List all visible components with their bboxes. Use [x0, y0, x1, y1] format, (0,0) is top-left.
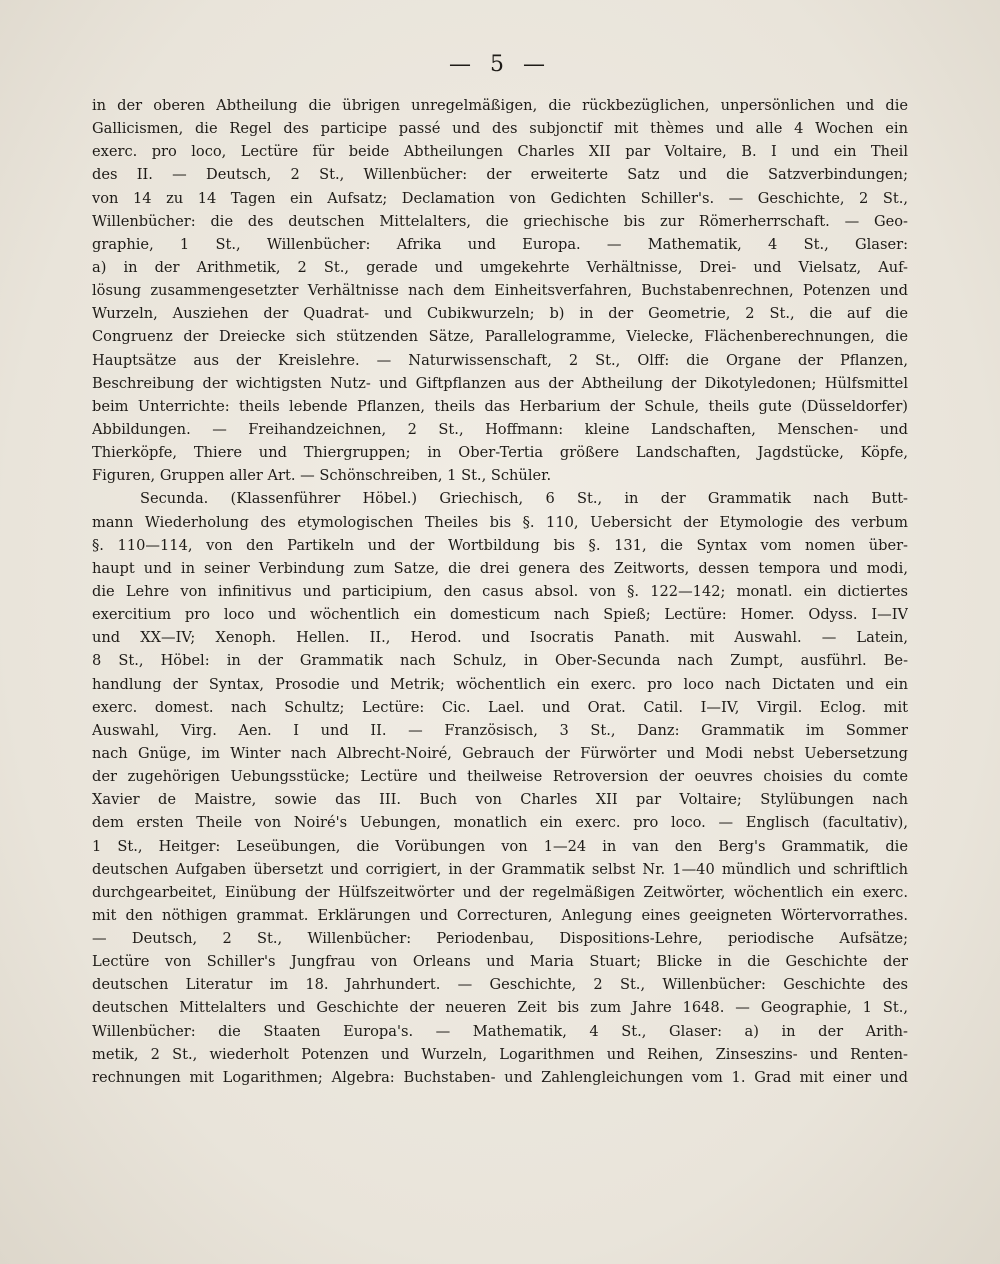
text-line	[92, 117, 908, 140]
body-text	[92, 94, 908, 1089]
text-line	[92, 649, 908, 672]
text-line	[92, 534, 908, 557]
text-line-content: des II. — Deutsch, 2 St., Willenbücher: der erweiterte Satz und die Satzverbindungen;	[92, 166, 908, 184]
text-line-content: Gallicismen, die Regel des participe passé und des subjonctif mit thèmes und alle 4 Wochen ein	[92, 120, 908, 138]
text-line-content: 8 St., Höbel: in der Grammatik nach Schulz, in Ober-Secunda nach Zumpt, ausführl. Be-	[92, 652, 908, 670]
text-line	[92, 372, 908, 395]
text-line-content: Congruenz der Dreiecke sich stützenden Sätze, Parallelogramme, Vielecke, Flächenberechnungen, die	[92, 328, 908, 346]
text-line	[92, 603, 908, 626]
text-line-content: haupt und in seiner Verbindung zum Satze, die drei genera des Zeitworts, dessen tempora und modi,	[92, 559, 908, 577]
text-line	[92, 557, 908, 580]
text-line-content: deutschen Aufgaben übersetzt und corrigiert, in der Grammatik selbst Nr. 1—40 mündlich und schriftlich	[92, 860, 908, 878]
text-line-content: exerc. domest. nach Schultz; Lectüre: Cic. Lael. und Orat. Catil. I—IV, Virgil. Eclog. mit	[92, 698, 908, 716]
text-line	[92, 1043, 908, 1066]
text-line-content: nach Gnüge, im Winter nach Albrecht-Noiré, Gebrauch der Fürwörter und Modi nebst Uebersetzung	[92, 744, 908, 762]
text-line	[92, 441, 908, 464]
page-number: — 5 —	[449, 52, 551, 77]
text-line-content: Figuren, Gruppen aller Art. — Schönschreiben, 1 St., Schüler.	[92, 467, 552, 485]
text-line-content: Willenbücher: die Staaten Europa's. — Mathematik, 4 St., Glaser: a) in der Arith-	[92, 1022, 908, 1040]
text-line	[92, 94, 908, 117]
text-line	[92, 580, 908, 603]
text-line	[92, 904, 908, 927]
text-line	[92, 927, 908, 950]
text-line	[92, 742, 908, 765]
text-line-content: handlung der Syntax, Prosodie und Metrik; wöchentlich ein exerc. pro loco nach Dictaten und ein	[92, 675, 908, 693]
text-line	[92, 302, 908, 325]
text-line-content: exercitium pro loco und wöchentlich ein domesticum nach Spieß; Lectüre: Homer. Odyss. I—IV	[92, 606, 908, 624]
text-line	[92, 950, 908, 973]
text-line	[92, 418, 908, 441]
text-line	[92, 788, 908, 811]
text-line-content: Auswahl, Virg. Aen. I und II. — Französisch, 3 St., Danz: Grammatik im Sommer	[92, 721, 908, 739]
text-line-content: die Lehre von infinitivus und participium, den casus absol. von §. 122—142; monatl. ein dictiertes	[92, 582, 908, 600]
text-line	[92, 395, 908, 418]
text-line-content: mann Wiederholung des etymologischen Theiles bis §. 110, Uebersicht der Etymologie des verbum	[92, 513, 908, 531]
text-line-content: metik, 2 St., wiederholt Potenzen und Wurzeln, Logarithmen und Reihen, Zinseszins- und Renten-	[92, 1045, 908, 1063]
text-line	[92, 1020, 908, 1043]
text-line	[92, 140, 908, 163]
text-line-content: von 14 zu 14 Tagen ein Aufsatz; Declamation von Gedichten Schiller's. — Geschichte, 2 St.,	[92, 189, 908, 207]
text-line	[92, 765, 908, 788]
text-line-content: graphie, 1 St., Willenbücher: Afrika und Europa. — Mathematik, 4 St., Glaser:	[92, 235, 908, 253]
text-line-content: — Deutsch, 2 St., Willenbücher: Periodenbau, Dispositions-Lehre, periodische Aufsätze;	[92, 930, 908, 948]
text-line	[92, 673, 908, 696]
text-line-content: dem ersten Theile von Noiré's Uebungen, monatlich ein exerc. pro loco. — Englisch (facultativ),	[92, 814, 908, 832]
text-line-content: rechnungen mit Logarithmen; Algebra: Buchstaben- und Zahlengleichungen vom 1. Grad mit einer und	[92, 1068, 908, 1086]
text-line-content: Willenbücher: die des deutschen Mittelalters, die griechische bis zur Römerherrschaft. — Geo-	[92, 212, 908, 230]
text-line	[92, 881, 908, 904]
text-line-content: Wurzeln, Ausziehen der Quadrat- und Cubikwurzeln; b) in der Geometrie, 2 St., die auf die	[92, 305, 908, 323]
text-line-content: a) in der Arithmetik, 2 St., gerade und umgekehrte Verhältnisse, Drei- und Vielsatz, Auf-	[92, 258, 908, 276]
text-line-content: Secunda. (Klassenführer Höbel.) Griechisch, 6 St., in der Grammatik nach Butt-	[140, 490, 908, 508]
text-line	[92, 487, 908, 510]
text-line	[92, 696, 908, 719]
text-line	[92, 719, 908, 742]
text-line	[92, 233, 908, 256]
text-line-content: in der oberen Abtheilung die übrigen unregelmäßigen, die rückbezüglichen, unpersönlichen und die	[92, 97, 908, 114]
text-line	[92, 163, 908, 186]
text-line-content: Lectüre von Schiller's Jungfrau von Orleans und Maria Stuart; Blicke in die Geschichte der	[92, 953, 908, 971]
text-line-content: 1 St., Heitger: Leseübungen, die Vorübungen von 1—24 in van den Berg's Grammatik, die	[92, 837, 908, 855]
text-line	[92, 973, 908, 996]
text-line	[92, 325, 908, 348]
text-line	[92, 464, 908, 487]
text-line-content: Hauptsätze aus der Kreislehre. — Naturwissenschaft, 2 St., Olff: die Organe der Pflanzen,	[92, 351, 908, 369]
text-line-content: der zugehörigen Uebungsstücke; Lectüre und theilweise Retroversion der oeuvres choisies du comte	[92, 768, 908, 786]
text-line-content: durchgearbeitet, Einübung der Hülfszeitwörter und der regelmäßigen Zeitwörter, wöchentlich ein exerc.	[92, 883, 908, 901]
text-line	[92, 511, 908, 534]
text-line	[92, 811, 908, 834]
text-line	[92, 187, 908, 210]
text-line	[92, 1066, 908, 1089]
text-line-content: mit den nöthigen grammat. Erklärungen und Correcturen, Anlegung eines geeigneten Wörtervorrathes.	[92, 906, 908, 924]
text-line	[92, 279, 908, 302]
text-line	[92, 996, 908, 1019]
text-line-content: Xavier de Maistre, sowie das III. Buch von Charles XII par Voltaire; Stylübungen nach	[92, 791, 908, 809]
text-line	[92, 858, 908, 881]
text-line-content: und XX—IV; Xenoph. Hellen. II., Herod. und Isocratis Panath. mit Auswahl. — Latein,	[92, 629, 908, 647]
text-line-content: exerc. pro loco, Lectüre für beide Abtheilungen Charles XII par Voltaire, B. I und ein Theil	[92, 143, 908, 161]
text-line-content: deutschen Mittelalters und Geschichte der neueren Zeit bis zum Jahre 1648. — Geographie, 1 St.,	[92, 999, 908, 1017]
text-line-content: deutschen Literatur im 18. Jahrhundert. — Geschichte, 2 St., Willenbücher: Geschichte des	[92, 976, 908, 994]
text-line-content: Beschreibung der wichtigsten Nutz- und Giftpflanzen aus der Abtheilung der Dikotyledonen; Hülfsmittel	[92, 374, 908, 392]
text-line	[92, 626, 908, 649]
text-line-content: lösung zusammengesetzter Verhältnisse nach dem Einheitsverfahren, Buchstabenrechnen, Potenzen und	[92, 282, 908, 300]
text-line-content: §. 110—114, von den Partikeln und der Wortbildung bis §. 131, die Syntax vom nomen über-	[92, 536, 908, 554]
text-line-content: beim Unterrichte: theils lebende Pflanzen, theils das Herbarium der Schule, theils gute (Düsseldorfer)	[92, 397, 908, 415]
text-line	[92, 349, 908, 372]
text-line-content: Abbildungen. — Freihandzeichnen, 2 St., Hoffmann: kleine Landschaften, Menschen- und	[92, 420, 908, 438]
text-line-content: Thierköpfe, Thiere und Thiergruppen; in Ober-Tertia größere Landschaften, Jagdstücke, Köpfe,	[92, 444, 908, 462]
text-line	[92, 835, 908, 858]
text-line	[92, 256, 908, 279]
text-line	[92, 210, 908, 233]
